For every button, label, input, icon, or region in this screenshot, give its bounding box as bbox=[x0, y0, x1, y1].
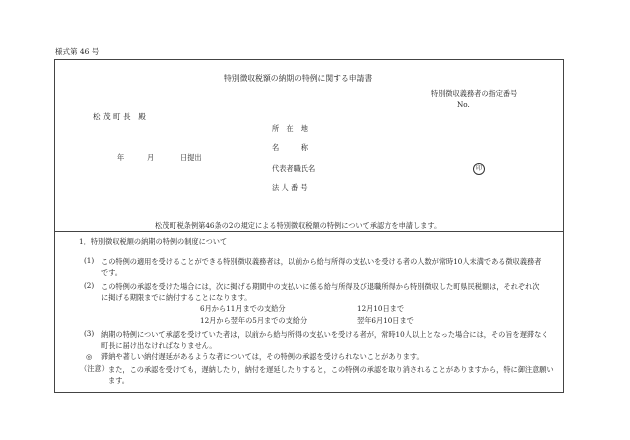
item-text: この特例の適用を受けることができる特別徴収義務者は，以前から給与所得の支払いを受ける者の人数が常時10人未満である徴収義務者です。 bbox=[101, 257, 542, 277]
designation-no-label: No. bbox=[457, 100, 470, 109]
field-representative-label: 代表者職氏名 bbox=[272, 164, 316, 173]
form-title: 特別徴収税額の納期の特例に関する申請書 bbox=[224, 74, 373, 83]
designation-label: 特別徴収義務者の指定番号 bbox=[431, 89, 518, 98]
schedule-period: 12月から翌年の5月までの支給分 bbox=[200, 316, 308, 325]
date-day-submitted: 日提出 bbox=[180, 153, 202, 162]
schedule-deadline: 翌年6月10日まで bbox=[357, 316, 414, 325]
section-heading: 1．特別徴収税額の納期の特例の制度について bbox=[79, 237, 228, 246]
item-number: (1) bbox=[84, 256, 95, 265]
date-month: 月 bbox=[147, 153, 155, 162]
field-address-label: 所 在 地 bbox=[272, 124, 308, 133]
schedule-period: 6月から11月までの支給分 bbox=[200, 304, 286, 313]
item-text: 納期の特例について承認を受けていた者は，以前から給与所得の支払いを受ける者が，常時10人以上となった場合には，その旨を遅滞なく町長に届け出なければなりません。 bbox=[101, 330, 549, 350]
caution-label: （注意） bbox=[80, 364, 109, 373]
notice-text: 滞納や著しい納付遅延があるような者については，その特例の承認を受けられないことがあります。 bbox=[101, 352, 424, 361]
seal-mark: 印 bbox=[473, 163, 485, 175]
caution-text: また，この承認を受けても，遅納したり，納付を遅延したりすると，この特例の承認を取り消されることがありますから，特に御注意願います。 bbox=[108, 365, 554, 385]
notice-mark: ◎ bbox=[86, 352, 93, 361]
item-text: この特例の承認を受けた場合には，次に掲げる期間中の支払いに係る給与所得及び退職所得から特別徴収した町県民税額は，それぞれ次に掲げる期限までに納付することになります。 bbox=[101, 282, 540, 302]
item-number: (2) bbox=[84, 281, 95, 290]
form-number: 様式第 46 号 bbox=[55, 47, 100, 56]
request-statement: 松茂町税条例第46条の2の規定による特別徴収税額の特例について承認方を申請します。 bbox=[155, 221, 442, 230]
field-corp-number-label: 法 人 番 号 bbox=[272, 183, 308, 192]
date-year: 年 bbox=[117, 153, 125, 162]
section-divider bbox=[55, 231, 563, 232]
addressee: 松 茂 町 長 殿 bbox=[93, 112, 146, 121]
schedule-deadline: 12月10日まで bbox=[357, 304, 405, 313]
field-name-label: 名 称 bbox=[272, 143, 308, 152]
item-number: (3) bbox=[84, 329, 95, 338]
